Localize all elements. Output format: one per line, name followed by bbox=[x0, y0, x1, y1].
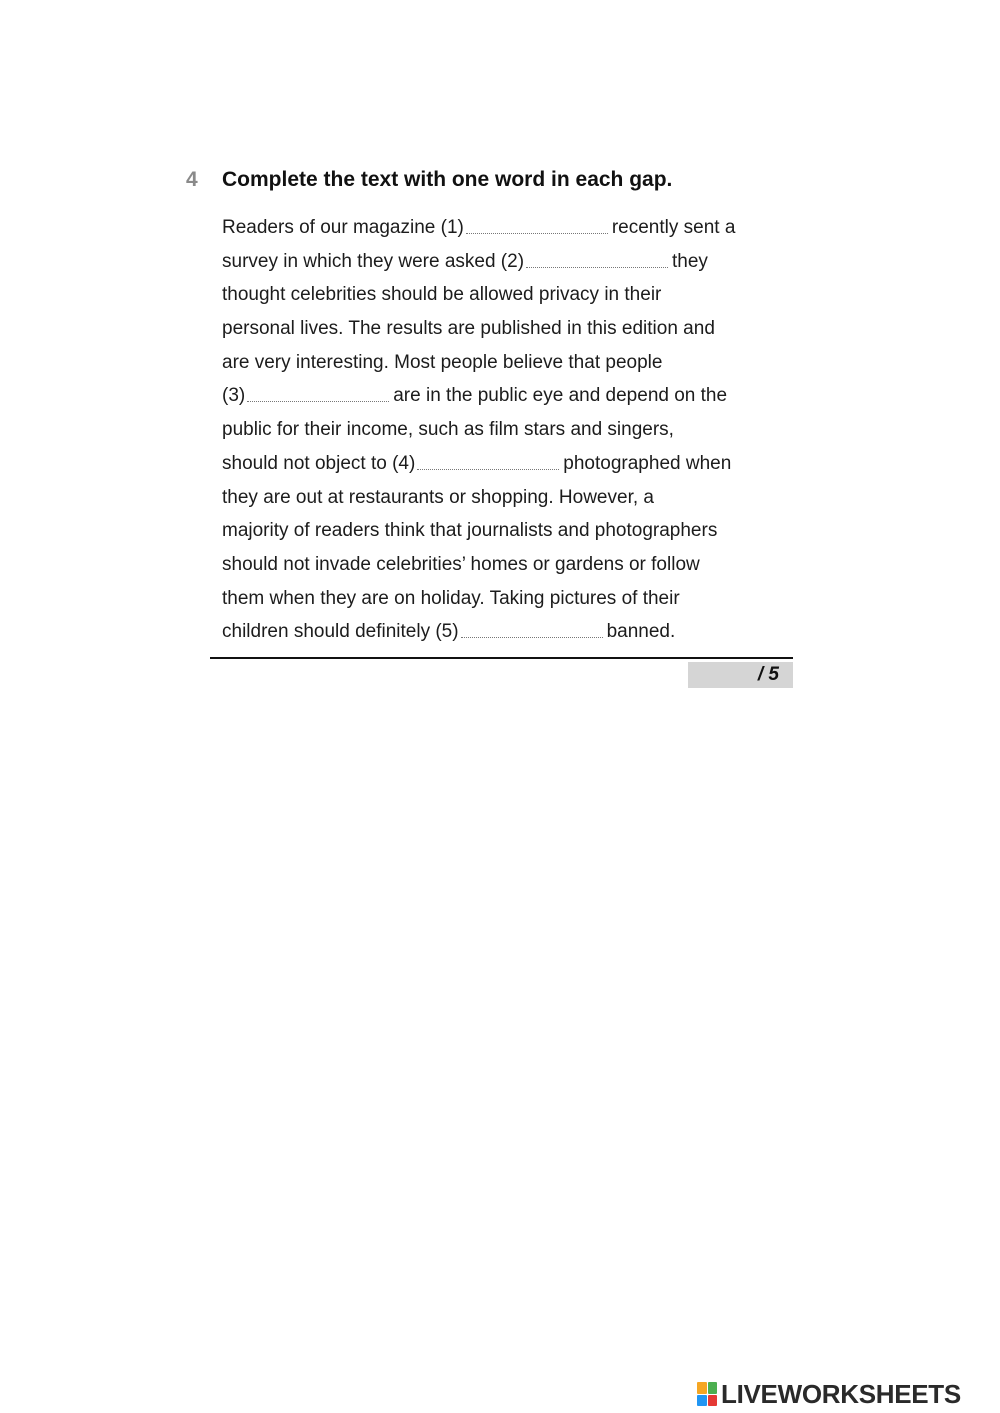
section-divider bbox=[210, 657, 793, 659]
gap-fill-text bbox=[222, 211, 802, 649]
text-line bbox=[222, 278, 802, 312]
text-fragment: recently sent a bbox=[611, 217, 736, 238]
score-box bbox=[688, 662, 793, 688]
text-fragment: personal lives. The results are published in this edition and bbox=[222, 318, 715, 340]
text-line bbox=[222, 514, 802, 548]
logo-square bbox=[708, 1395, 718, 1407]
text-fragment: survey in which they were asked (2) bbox=[222, 250, 525, 272]
score-label: / 5 bbox=[757, 664, 779, 685]
text-fragment: (3) bbox=[222, 385, 246, 407]
text-fragment: Readers of our magazine (1) bbox=[222, 217, 464, 238]
text-line bbox=[222, 245, 802, 279]
text-fragment: should not object to (4) bbox=[222, 452, 416, 474]
text-line bbox=[222, 582, 802, 616]
text-line bbox=[222, 346, 802, 380]
text-fragment: majority of readers think that journalists and photographers bbox=[222, 520, 718, 542]
text-line bbox=[222, 379, 802, 413]
text-line bbox=[222, 548, 802, 582]
answer-gap-1[interactable] bbox=[466, 214, 608, 234]
answer-gap-3[interactable] bbox=[247, 382, 389, 402]
text-fragment: should not invade celebrities’ homes or gardens or follow bbox=[222, 553, 700, 575]
text-fragment: they are out at restaurants or shopping. However, a bbox=[222, 486, 654, 508]
logo-square bbox=[708, 1382, 718, 1394]
answer-gap-5[interactable] bbox=[461, 618, 603, 638]
text-fragment: them when they are on holiday. Taking pictures of their bbox=[222, 587, 680, 609]
text-line bbox=[222, 211, 802, 245]
exercise-instruction: Complete the text with one word in each gap. bbox=[222, 168, 673, 191]
text-fragment: banned. bbox=[606, 621, 676, 643]
logo-text: LIVEWORKSHEETS bbox=[721, 1379, 961, 1409]
text-fragment: are very interesting. Most people believe that people bbox=[222, 351, 663, 373]
liveworksheets-logo bbox=[697, 1378, 961, 1410]
text-fragment: are in the public eye and depend on the bbox=[393, 385, 728, 407]
logo-square bbox=[697, 1382, 707, 1394]
liveworksheets-logo-icon bbox=[697, 1382, 717, 1406]
exercise-number: 4 bbox=[186, 168, 198, 191]
text-line bbox=[222, 312, 802, 346]
text-fragment: thought celebrities should be allowed privacy in their bbox=[222, 284, 662, 306]
logo-square bbox=[697, 1395, 707, 1407]
text-line bbox=[222, 447, 802, 481]
text-line bbox=[222, 413, 802, 447]
text-fragment: children should definitely (5) bbox=[222, 621, 459, 643]
answer-gap-2[interactable] bbox=[526, 248, 668, 268]
text-line bbox=[222, 615, 802, 649]
answer-gap-4[interactable] bbox=[417, 450, 559, 470]
text-line bbox=[222, 481, 802, 515]
text-fragment: public for their income, such as film stars and singers, bbox=[222, 419, 674, 441]
text-fragment: photographed when bbox=[563, 452, 732, 474]
text-fragment: they bbox=[672, 250, 708, 272]
